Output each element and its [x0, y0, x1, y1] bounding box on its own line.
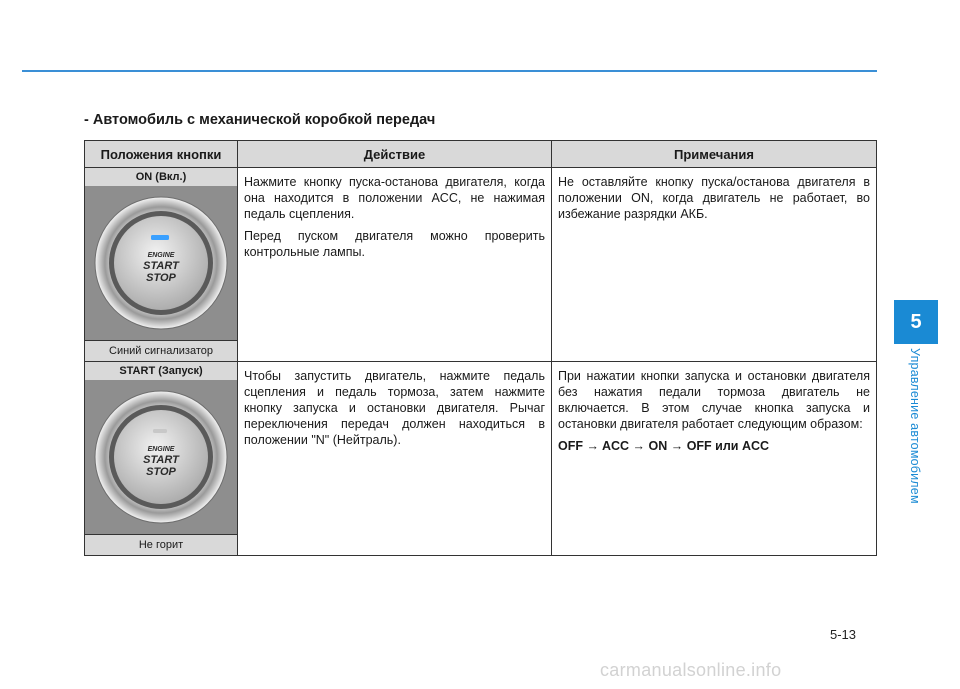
- button-text-start: START: [143, 260, 179, 272]
- image-caption: Синий сигнализатор: [85, 340, 237, 361]
- column-header-position: Положения кнопки: [85, 141, 238, 168]
- table-header-row: [85, 141, 877, 168]
- table-row: [85, 362, 877, 556]
- action-cell: [238, 362, 552, 556]
- button-text-engine: ENGINE: [147, 446, 175, 453]
- indicator-lamp: [151, 235, 169, 240]
- start-stop-button-icon: [91, 193, 231, 333]
- column-header-notes: Примечания: [552, 141, 877, 168]
- indicator-lamp: [153, 429, 167, 433]
- page-number: 5-13: [830, 627, 857, 642]
- button-text-stop: STOP: [146, 466, 176, 478]
- chapter-tab[interactable]: 5: [894, 300, 938, 344]
- action-paragraph: Нажмите кнопку пуска-останова двигателя, когда она находится в положении ACC, не нажимая педаль сцепления.: [244, 175, 545, 221]
- button-text-start: START: [143, 454, 179, 466]
- action-paragraph: Чтобы запустить двигатель, нажмите педаль сцепления и педаль тормоза, затем нажмите кнопку запуска и остановки двигателя. Рычаг переключения передач должен находиться в положении "N" (Нейтраль).: [244, 369, 545, 447]
- action-cell: [238, 168, 552, 362]
- button-positions-table: [84, 140, 877, 556]
- column-header-action: Действие: [238, 141, 552, 168]
- notes-paragraph: Не оставляйте кнопку пуска/останова двигателя в положении ON, когда двигатель не работает, во избежание разрядки АКБ.: [558, 175, 870, 221]
- position-cell: [85, 362, 238, 556]
- header-rule: [22, 70, 877, 72]
- chapter-title: Управление автомобилем: [908, 348, 922, 504]
- position-label: ON (Вкл.): [85, 168, 237, 186]
- start-stop-button-icon: [91, 387, 231, 527]
- button-image: [85, 186, 237, 340]
- image-caption: Не горит: [85, 534, 237, 555]
- notes-paragraph: При нажатии кнопки запуска и остановки двигателя без нажатия педали тормоза двигатель не включается. В этом случае кнопка запуска и остановки двигателя работает следующим образом:: [558, 369, 870, 431]
- button-text-stop: STOP: [146, 272, 176, 284]
- notes-cell: [552, 168, 877, 362]
- position-label: START (Запуск): [85, 362, 237, 380]
- notes-cell: [552, 362, 877, 556]
- table-row: [85, 168, 877, 362]
- mode-sequence: OFF → ACC → ON → OFF или ACC: [558, 439, 770, 453]
- button-image: [85, 380, 237, 534]
- watermark-text: carmanualsonline.info: [600, 660, 782, 680]
- button-text-engine: ENGINE: [147, 252, 175, 259]
- action-paragraph: Перед пуском двигателя можно проверить контрольные лампы.: [244, 229, 545, 259]
- section-subtitle: - Автомобиль с механической коробкой передач: [84, 112, 436, 128]
- position-cell: [85, 168, 238, 362]
